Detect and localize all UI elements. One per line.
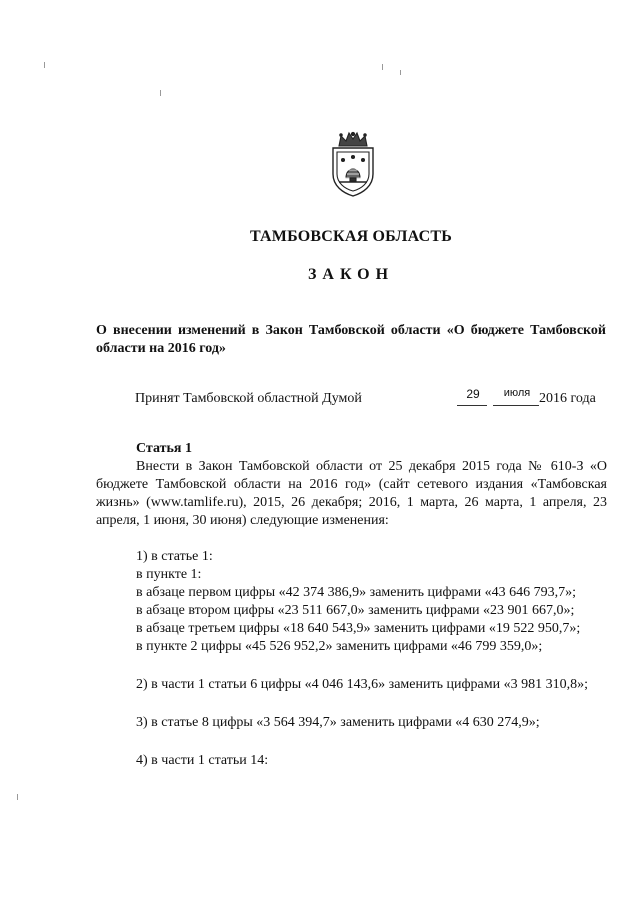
list-item: 2) в части 1 статьи 6 цифры «4 046 143,6» заменить цифрами «3 981 310,8»; xyxy=(136,677,588,692)
list-item: в абзаце третьем цифры «18 640 543,9» заменить цифрами «19 522 950,7»; xyxy=(136,621,581,636)
article-heading: Статья 1 xyxy=(136,441,192,456)
list-item: 3) в статье 8 цифры «3 564 394,7» заменить цифрами «4 630 274,9»; xyxy=(136,715,540,730)
article-body xyxy=(96,440,607,770)
list-item: 4) в части 1 статьи 14: xyxy=(136,753,269,768)
adoption-label: Принят Тамбовской областной Думой xyxy=(135,391,362,406)
scan-speck xyxy=(160,90,161,96)
list-item: в пункте 2 цифры «45 526 952,2» заменить цифрами «46 799 359,0»; xyxy=(136,639,543,654)
document-type: ЗАКОН xyxy=(307,266,395,283)
scan-speck xyxy=(17,794,18,800)
adoption-day: 29 xyxy=(466,387,480,401)
list-item: в абзаце втором цифры «23 511 667,0» заменить цифрами «23 901 667,0»; xyxy=(136,603,575,618)
adoption-year: 2016 года xyxy=(539,391,596,406)
day-underline xyxy=(457,405,487,406)
list-item: 1) в статье 1: xyxy=(136,549,213,564)
list-item: в пункте 1: xyxy=(136,567,202,582)
month-underline xyxy=(493,405,539,406)
article-intro: Внести в Закон Тамбовской области от 25 декабря 2015 года № 610-З «О бюджете Тамбовской области на 2016 год» (сайт сетевого издания «Тамбовская жизнь» (www.tamlife.ru), 2015, 26 декабря; 2016, 1 марта, 26 марта, 1 апреля, 23 апреля, 1 июня, 30 июня) следующие изменения: xyxy=(96,459,607,528)
region-name: ТАМБОВСКАЯ ОБЛАСТЬ xyxy=(249,228,453,245)
scan-speck xyxy=(382,64,383,70)
adoption-line xyxy=(135,387,607,413)
coat-of-arms-icon xyxy=(329,130,377,198)
scan-speck xyxy=(400,70,401,75)
list-item: в абзаце первом цифры «42 374 386,9» заменить цифрами «43 646 793,7»; xyxy=(136,585,576,600)
adoption-month: июля xyxy=(503,387,531,399)
law-title: О внесении изменений в Закон Тамбовской области «О бюджете Тамбовской области на 2016 год» xyxy=(96,323,606,356)
scan-speck xyxy=(44,62,45,68)
